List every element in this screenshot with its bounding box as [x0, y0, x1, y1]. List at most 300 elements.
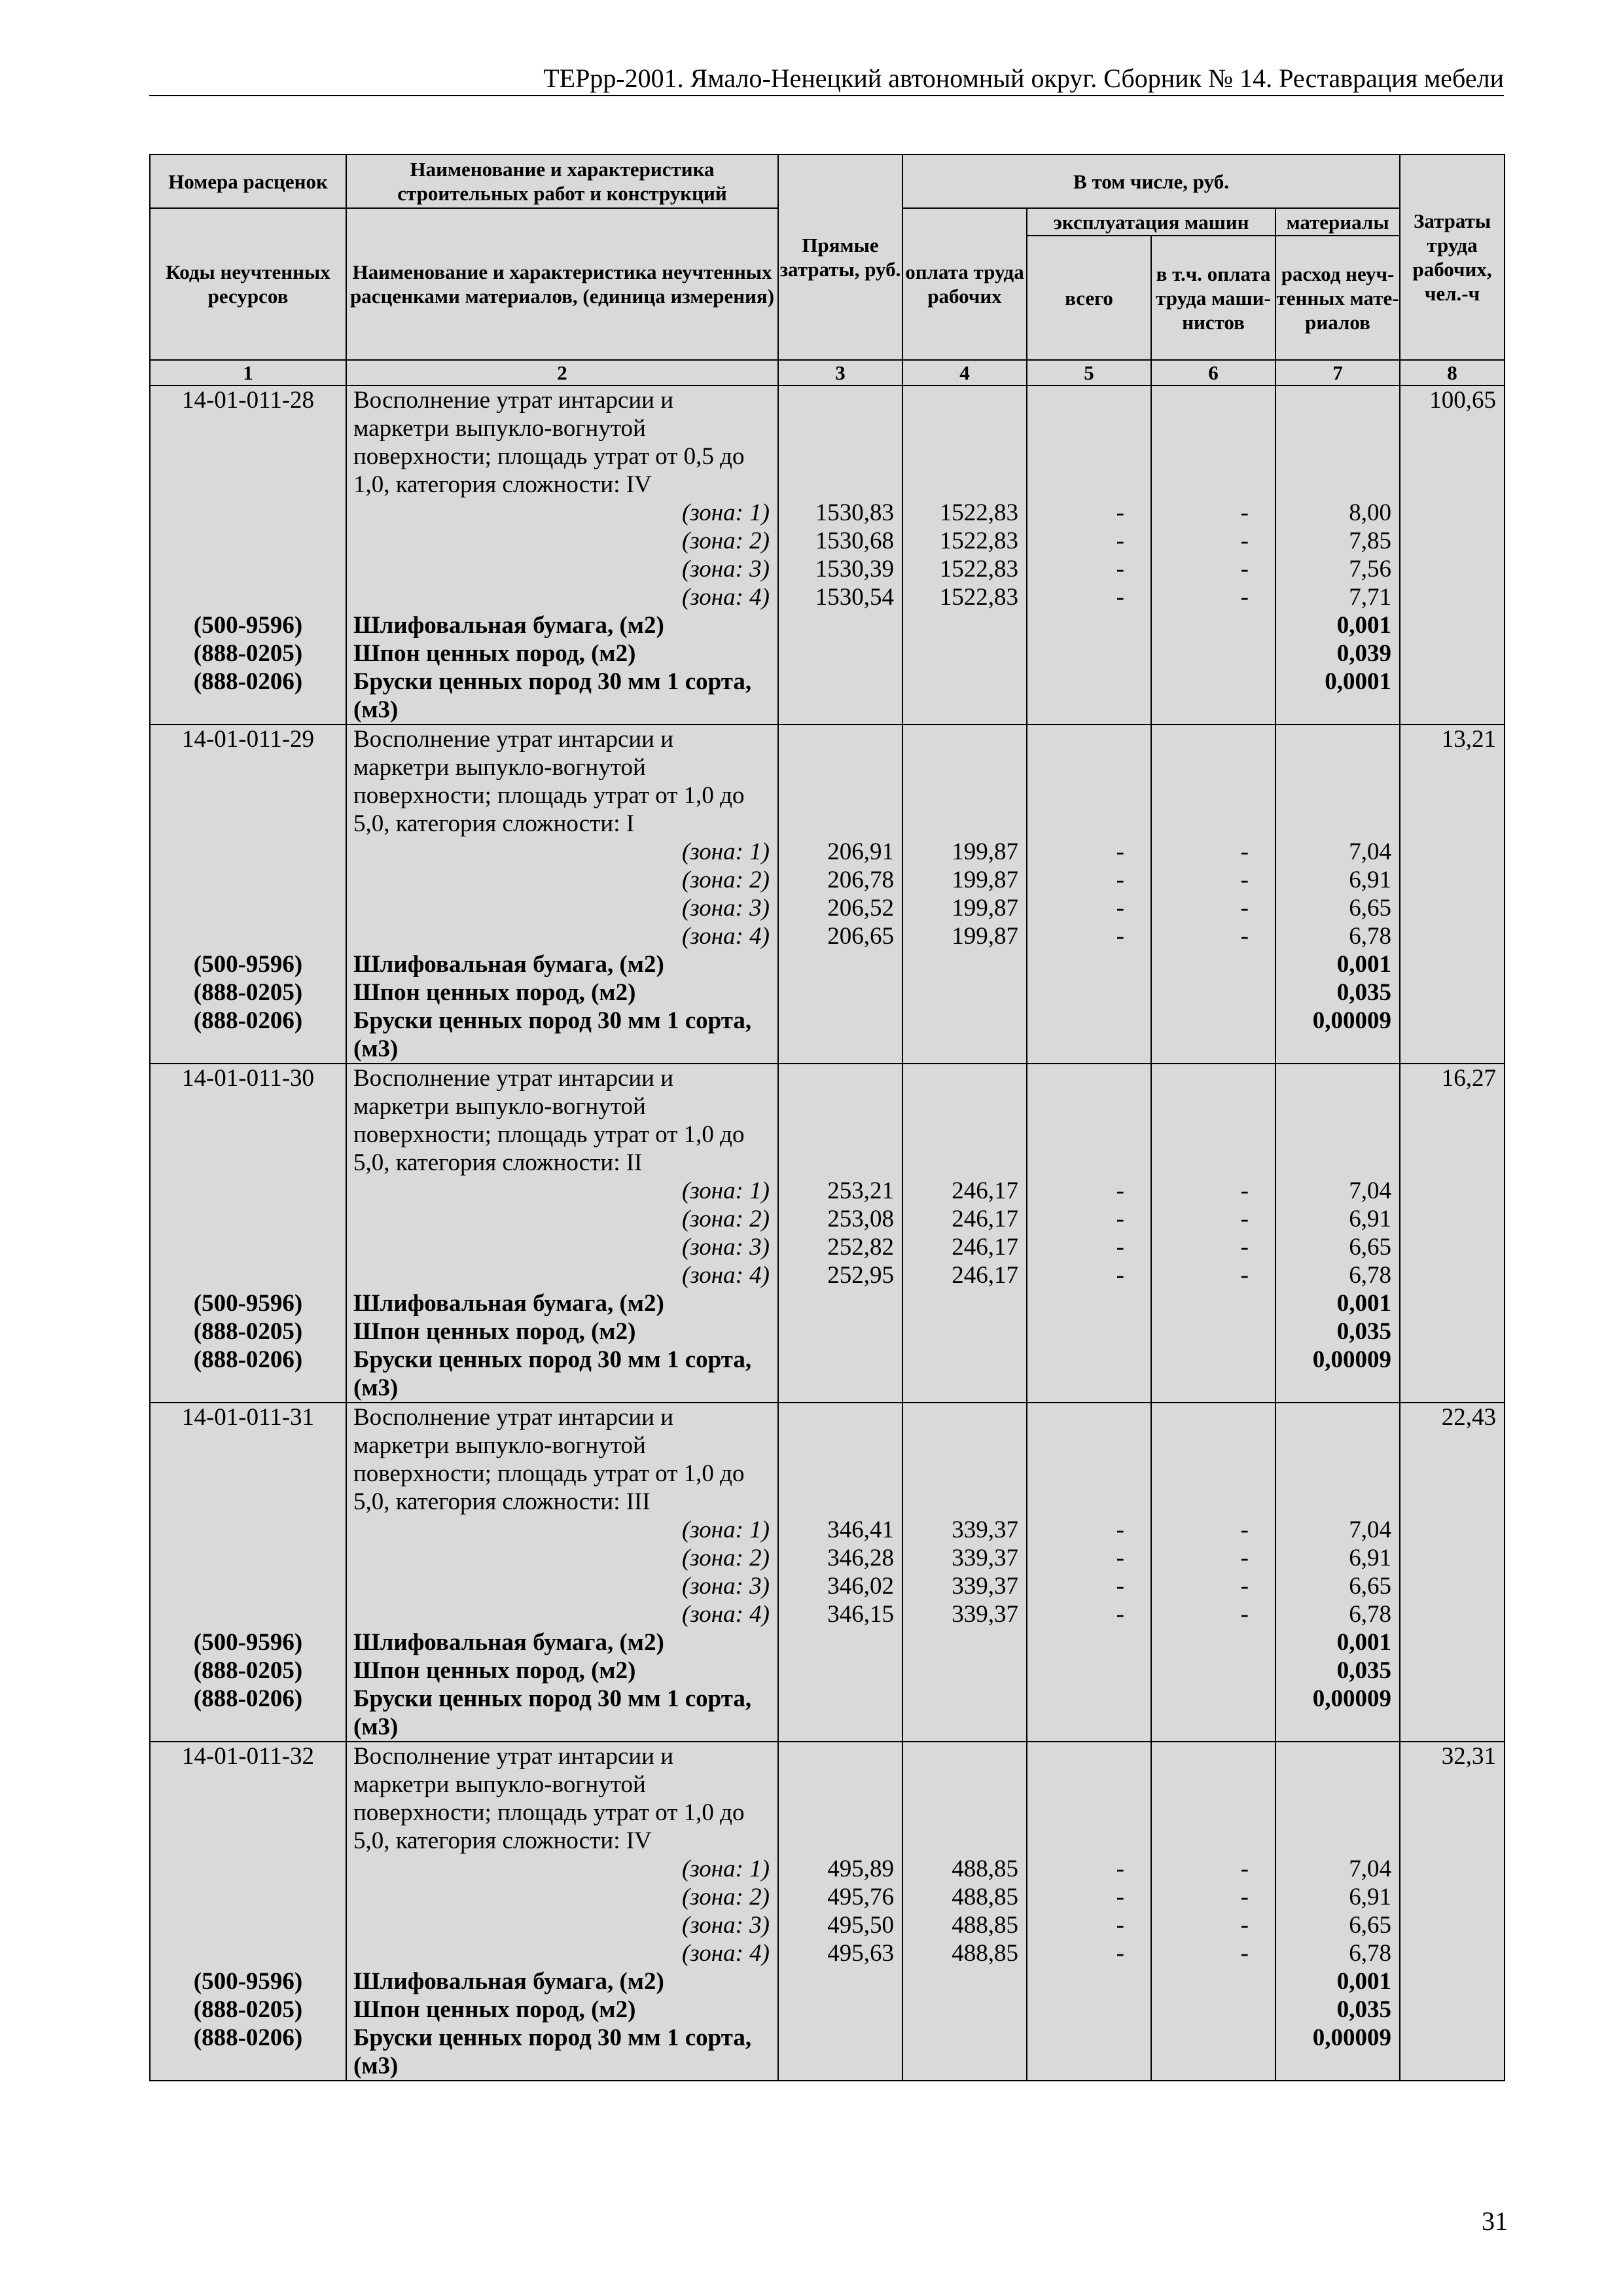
labor-costs — [1400, 1685, 1505, 1713]
direct-costs-cell: 206,52 — [778, 894, 902, 922]
operators-cell — [1151, 1996, 1275, 2024]
labor-costs — [1400, 1318, 1505, 1346]
resource-code: (888-0206) — [150, 668, 346, 696]
resource-code: (888-0205) — [150, 978, 346, 1007]
table-row — [150, 950, 1505, 978]
machines-cell: - — [1027, 1600, 1151, 1628]
materials-cell — [1275, 386, 1400, 414]
direct-costs-cell — [778, 1967, 902, 1996]
table-row — [150, 1657, 1505, 1685]
resource-quantity — [1275, 1713, 1400, 1742]
direct-costs-cell — [778, 1318, 902, 1346]
machines-cell — [1027, 1007, 1151, 1035]
direct-costs-cell: 346,28 — [778, 1544, 902, 1572]
wages-cell: 488,85 — [902, 1883, 1027, 1911]
resource-quantity: 0,00009 — [1275, 1685, 1400, 1713]
resource-name: Бруски ценных пород 30 мм 1 сорта, — [346, 2024, 778, 2052]
labor-costs — [1400, 1600, 1505, 1628]
page-header — [149, 62, 1504, 96]
wages-cell — [902, 725, 1027, 753]
materials-cell: 7,04 — [1275, 838, 1400, 866]
resource-code: (888-0206) — [150, 1346, 346, 1374]
labor-costs — [1400, 2052, 1505, 2081]
direct-costs-cell — [778, 1628, 902, 1657]
operators-cell: - — [1151, 1572, 1275, 1600]
wages-cell — [902, 2052, 1027, 2081]
table-row — [150, 471, 1505, 499]
direct-costs-cell — [778, 1713, 902, 1742]
wages-cell — [902, 442, 1027, 471]
machines-cell — [1027, 1318, 1151, 1346]
resource-name: Шпон ценных пород, (м2) — [346, 978, 778, 1007]
operators-cell — [1151, 2024, 1275, 2052]
wages-cell — [902, 1121, 1027, 1149]
machines-cell — [1027, 1628, 1151, 1657]
resource-quantity: 0,035 — [1275, 1996, 1400, 2024]
table-row — [150, 1600, 1505, 1628]
materials-cell — [1275, 1431, 1400, 1460]
operators-cell — [1151, 1657, 1275, 1685]
operators-cell — [1151, 1770, 1275, 1799]
machines-cell: - — [1027, 527, 1151, 555]
resource-code — [150, 1713, 346, 1742]
machines-cell — [1027, 1403, 1151, 1431]
work-description: 5,0, категория сложности: IV — [346, 1827, 778, 1855]
operators-cell: - — [1151, 527, 1275, 555]
table-row — [150, 442, 1505, 471]
wages-cell: 246,17 — [902, 1261, 1027, 1289]
labor-costs — [1400, 1713, 1505, 1742]
wages-cell — [902, 1064, 1027, 1092]
zone-label: (зона: 1) — [346, 1855, 778, 1883]
resource-code: (888-0206) — [150, 1007, 346, 1035]
operators-cell — [1151, 781, 1275, 810]
labor-costs — [1400, 838, 1505, 866]
wages-cell — [902, 1827, 1027, 1855]
resource-code: (888-0205) — [150, 1657, 346, 1685]
operators-cell: - — [1151, 1205, 1275, 1233]
operators-cell — [1151, 950, 1275, 978]
machines-cell — [1027, 1121, 1151, 1149]
zone-label: (зона: 4) — [346, 1939, 778, 1967]
operators-cell — [1151, 386, 1275, 414]
machines-cell — [1027, 1742, 1151, 1770]
page-number: 31 — [1482, 2206, 1508, 2236]
operators-cell — [1151, 471, 1275, 499]
materials-cell — [1275, 810, 1400, 838]
operators-cell — [1151, 1374, 1275, 1403]
labor-costs — [1400, 583, 1505, 611]
direct-costs-cell: 495,76 — [778, 1883, 902, 1911]
rate-code — [150, 1149, 346, 1177]
rate-code — [150, 442, 346, 471]
table-row — [150, 1713, 1505, 1742]
header-material-name: Наименование и характеристика неучтенных расценками материалов, (единица измерения) — [346, 208, 778, 360]
rate-code — [150, 810, 346, 838]
wages-cell — [902, 950, 1027, 978]
direct-costs-cell: 206,91 — [778, 838, 902, 866]
machines-cell — [1027, 1460, 1151, 1488]
materials-cell: 7,04 — [1275, 1516, 1400, 1544]
table-row — [150, 696, 1505, 725]
resource-quantity — [1275, 2052, 1400, 2081]
resource-quantity: 0,001 — [1275, 1628, 1400, 1657]
rate-code — [150, 781, 346, 810]
rate-code — [150, 414, 346, 442]
wages-cell — [902, 1685, 1027, 1713]
rate-code — [150, 555, 346, 583]
table-row — [150, 922, 1505, 950]
zone-label: (зона: 4) — [346, 1600, 778, 1628]
table-row — [150, 1855, 1505, 1883]
operators-cell: - — [1151, 1544, 1275, 1572]
rate-code: 14-01-011-32 — [150, 1742, 346, 1770]
rate-code — [150, 1544, 346, 1572]
direct-costs-cell — [778, 1035, 902, 1064]
wages-cell — [902, 1318, 1027, 1346]
resource-quantity: 0,001 — [1275, 611, 1400, 639]
work-description: маркетри выпукло-вогнутой — [346, 1092, 778, 1121]
resource-quantity: 0,035 — [1275, 978, 1400, 1007]
zone-label: (зона: 2) — [346, 1883, 778, 1911]
labor-costs — [1400, 922, 1505, 950]
resource-code — [150, 1035, 346, 1064]
wages-cell: 246,17 — [902, 1233, 1027, 1261]
materials-cell — [1275, 781, 1400, 810]
resource-quantity — [1275, 1035, 1400, 1064]
column-number: 3 — [778, 360, 902, 386]
column-numbers-row — [150, 360, 1505, 386]
wages-cell — [902, 386, 1027, 414]
direct-costs-cell — [778, 2052, 902, 2081]
wages-cell: 488,85 — [902, 1939, 1027, 1967]
resource-quantity — [1275, 1374, 1400, 1403]
rate-code — [150, 922, 346, 950]
wages-cell — [902, 414, 1027, 442]
labor-costs — [1400, 499, 1505, 527]
resource-quantity: 0,001 — [1275, 1289, 1400, 1318]
wages-cell — [902, 1657, 1027, 1685]
machines-cell — [1027, 1799, 1151, 1827]
machines-cell — [1027, 668, 1151, 696]
rate-code — [150, 1460, 346, 1488]
resource-name: (м3) — [346, 1035, 778, 1064]
header-including: В том числе, руб. — [902, 154, 1400, 208]
machines-cell — [1027, 725, 1151, 753]
labor-costs — [1400, 471, 1505, 499]
rate-code — [150, 1177, 346, 1205]
labor-costs — [1400, 1233, 1505, 1261]
resource-code: (500-9596) — [150, 1967, 346, 1996]
operators-cell — [1151, 1628, 1275, 1657]
materials-cell — [1275, 442, 1400, 471]
work-description: маркетри выпукло-вогнутой — [346, 414, 778, 442]
table-row — [150, 1996, 1505, 2024]
rate-code — [150, 1770, 346, 1799]
work-description: 5,0, категория сложности: III — [346, 1488, 778, 1516]
direct-costs-cell — [778, 1403, 902, 1431]
table-row — [150, 499, 1505, 527]
resource-name: Шлифовальная бумага, (м2) — [346, 1967, 778, 1996]
rate-entry — [150, 1742, 1505, 2081]
table-row — [150, 1967, 1505, 1996]
labor-costs — [1400, 1544, 1505, 1572]
resource-code — [150, 696, 346, 725]
operators-cell — [1151, 1121, 1275, 1149]
direct-costs-cell — [778, 1431, 902, 1460]
table-row — [150, 1261, 1505, 1289]
work-description: поверхности; площадь утрат от 1,0 до — [346, 781, 778, 810]
machines-cell — [1027, 781, 1151, 810]
work-description: 1,0, категория сложности: IV — [346, 471, 778, 499]
wages-cell — [902, 668, 1027, 696]
operators-cell: - — [1151, 555, 1275, 583]
operators-cell — [1151, 611, 1275, 639]
rate-code — [150, 1431, 346, 1460]
header-labor-costs: Затраты труда рабочих, чел.-ч — [1400, 154, 1505, 360]
labor-costs — [1400, 1431, 1505, 1460]
work-description: 5,0, категория сложности: II — [346, 1149, 778, 1177]
operators-cell: - — [1151, 866, 1275, 894]
rate-code — [150, 1855, 346, 1883]
labor-costs — [1400, 1572, 1505, 1600]
operators-cell: - — [1151, 1855, 1275, 1883]
wages-cell: 339,37 — [902, 1572, 1027, 1600]
direct-costs-cell: 1530,68 — [778, 527, 902, 555]
table-row — [150, 1318, 1505, 1346]
work-description: Восполнение утрат интарсии и — [346, 725, 778, 753]
machines-cell: - — [1027, 1883, 1151, 1911]
direct-costs-cell — [778, 781, 902, 810]
rate-entry — [150, 1064, 1505, 1403]
resource-code: (500-9596) — [150, 950, 346, 978]
wages-cell — [902, 1346, 1027, 1374]
machines-cell — [1027, 1064, 1151, 1092]
table-row — [150, 1289, 1505, 1318]
direct-costs-cell — [778, 1685, 902, 1713]
wages-cell — [902, 1742, 1027, 1770]
table-row — [150, 583, 1505, 611]
operators-cell — [1151, 696, 1275, 725]
direct-costs-cell: 495,89 — [778, 1855, 902, 1883]
operators-cell — [1151, 1035, 1275, 1064]
resource-code — [150, 1374, 346, 1403]
operators-cell — [1151, 1318, 1275, 1346]
wages-cell — [902, 1289, 1027, 1318]
operators-cell — [1151, 668, 1275, 696]
rate-code — [150, 1827, 346, 1855]
table-row — [150, 555, 1505, 583]
table-row — [150, 1064, 1505, 1092]
resource-code: (500-9596) — [150, 1628, 346, 1657]
direct-costs-cell — [778, 386, 902, 414]
labor-costs — [1400, 1855, 1505, 1883]
materials-cell — [1275, 753, 1400, 781]
materials-cell — [1275, 1770, 1400, 1799]
wages-cell: 199,87 — [902, 866, 1027, 894]
table-row — [150, 978, 1505, 1007]
operators-cell: - — [1151, 583, 1275, 611]
labor-costs — [1400, 894, 1505, 922]
labor-costs — [1400, 639, 1505, 668]
labor-costs — [1400, 1770, 1505, 1799]
materials-cell: 8,00 — [1275, 499, 1400, 527]
rate-code — [150, 1205, 346, 1233]
table-row — [150, 1742, 1505, 1770]
machines-cell — [1027, 1713, 1151, 1742]
rate-code — [150, 1799, 346, 1827]
operators-cell: - — [1151, 499, 1275, 527]
machines-cell — [1027, 978, 1151, 1007]
operators-cell — [1151, 639, 1275, 668]
direct-costs-cell — [778, 414, 902, 442]
materials-cell: 7,04 — [1275, 1855, 1400, 1883]
resource-quantity: 0,00009 — [1275, 1346, 1400, 1374]
operators-cell — [1151, 2052, 1275, 2081]
wages-cell: 199,87 — [902, 838, 1027, 866]
labor-costs — [1400, 1289, 1505, 1318]
resource-quantity — [1275, 696, 1400, 725]
rate-code: 14-01-011-31 — [150, 1403, 346, 1431]
work-description: поверхности; площадь утрат от 1,0 до — [346, 1460, 778, 1488]
machines-cell: - — [1027, 1516, 1151, 1544]
direct-costs-cell: 1530,39 — [778, 555, 902, 583]
machines-cell: - — [1027, 1939, 1151, 1967]
column-number: 6 — [1151, 360, 1275, 386]
direct-costs-cell: 206,78 — [778, 866, 902, 894]
direct-costs-cell — [778, 696, 902, 725]
table-row — [150, 1035, 1505, 1064]
rate-code — [150, 1121, 346, 1149]
header-resource-codes: Коды неучтенных ресурсов — [150, 208, 346, 360]
machines-cell: - — [1027, 1572, 1151, 1600]
operators-cell — [1151, 1827, 1275, 1855]
labor-costs — [1400, 866, 1505, 894]
direct-costs-cell — [778, 1289, 902, 1318]
direct-costs-cell — [778, 753, 902, 781]
direct-costs-cell — [778, 1770, 902, 1799]
wages-cell — [902, 1996, 1027, 2024]
resource-quantity: 0,0001 — [1275, 668, 1400, 696]
machines-cell — [1027, 696, 1151, 725]
resource-code: (500-9596) — [150, 1289, 346, 1318]
table-row — [150, 1233, 1505, 1261]
materials-cell — [1275, 1827, 1400, 1855]
direct-costs-cell: 253,08 — [778, 1205, 902, 1233]
operators-cell: - — [1151, 1177, 1275, 1205]
machines-cell — [1027, 1657, 1151, 1685]
operators-cell: - — [1151, 838, 1275, 866]
labor-costs — [1400, 1460, 1505, 1488]
operators-cell — [1151, 1092, 1275, 1121]
resource-name: Шлифовальная бумага, (м2) — [346, 1628, 778, 1657]
wages-cell — [902, 1799, 1027, 1827]
header-operator-wages: в т.ч. оплата труда маши- нистов — [1151, 236, 1275, 360]
table-row — [150, 838, 1505, 866]
labor-costs: 13,21 — [1400, 725, 1505, 753]
wages-cell — [902, 1770, 1027, 1799]
materials-cell — [1275, 1092, 1400, 1121]
labor-costs — [1400, 1488, 1505, 1516]
wages-cell: 339,37 — [902, 1544, 1027, 1572]
wages-cell — [902, 471, 1027, 499]
wages-cell — [902, 1431, 1027, 1460]
materials-cell: 6,78 — [1275, 1600, 1400, 1628]
direct-costs-cell — [778, 1064, 902, 1092]
table-row — [150, 866, 1505, 894]
rate-entry — [150, 1403, 1505, 1742]
direct-costs-cell — [778, 471, 902, 499]
labor-costs — [1400, 978, 1505, 1007]
materials-cell: 6,65 — [1275, 1233, 1400, 1261]
operators-cell — [1151, 810, 1275, 838]
work-description: поверхности; площадь утрат от 1,0 до — [346, 1121, 778, 1149]
materials-cell — [1275, 414, 1400, 442]
wages-cell: 1522,83 — [902, 527, 1027, 555]
resource-quantity: 0,001 — [1275, 1967, 1400, 1996]
table-row — [150, 1572, 1505, 1600]
resource-name: Шпон ценных пород, (м2) — [346, 1318, 778, 1346]
table-row — [150, 2052, 1505, 2081]
rate-code — [150, 1883, 346, 1911]
direct-costs-cell — [778, 442, 902, 471]
labor-costs — [1400, 1261, 1505, 1289]
labor-costs — [1400, 442, 1505, 471]
wages-cell — [902, 1628, 1027, 1657]
wages-cell: 246,17 — [902, 1177, 1027, 1205]
zone-label: (зона: 3) — [346, 1572, 778, 1600]
table-row — [150, 1911, 1505, 1939]
direct-costs-cell: 495,50 — [778, 1911, 902, 1939]
labor-costs: 22,43 — [1400, 1403, 1505, 1431]
column-number: 1 — [150, 360, 346, 386]
resource-name: (м3) — [346, 696, 778, 725]
table-row — [150, 668, 1505, 696]
machines-cell: - — [1027, 1855, 1151, 1883]
rate-code — [150, 838, 346, 866]
machines-cell: - — [1027, 499, 1151, 527]
labor-costs — [1400, 555, 1505, 583]
operators-cell — [1151, 1149, 1275, 1177]
table-row — [150, 725, 1505, 753]
table-row — [150, 1628, 1505, 1657]
wages-cell: 199,87 — [902, 894, 1027, 922]
table-row — [150, 1149, 1505, 1177]
machines-cell: - — [1027, 1261, 1151, 1289]
labor-costs — [1400, 781, 1505, 810]
rate-code: 14-01-011-28 — [150, 386, 346, 414]
work-description: 5,0, категория сложности: I — [346, 810, 778, 838]
header-rate-numbers: Номера расценок — [150, 154, 346, 208]
wages-cell: 1522,83 — [902, 583, 1027, 611]
rate-code: 14-01-011-30 — [150, 1064, 346, 1092]
labor-costs — [1400, 414, 1505, 442]
materials-cell: 6,78 — [1275, 922, 1400, 950]
materials-cell — [1275, 1403, 1400, 1431]
machines-cell — [1027, 414, 1151, 442]
labor-costs — [1400, 1149, 1505, 1177]
labor-costs — [1400, 1374, 1505, 1403]
wages-cell: 1522,83 — [902, 555, 1027, 583]
direct-costs-cell — [778, 1149, 902, 1177]
operators-cell: - — [1151, 922, 1275, 950]
table-row — [150, 1205, 1505, 1233]
table-row — [150, 527, 1505, 555]
wages-cell: 1522,83 — [902, 499, 1027, 527]
rates-table — [149, 154, 1505, 2081]
machines-cell: - — [1027, 1177, 1151, 1205]
labor-costs — [1400, 753, 1505, 781]
